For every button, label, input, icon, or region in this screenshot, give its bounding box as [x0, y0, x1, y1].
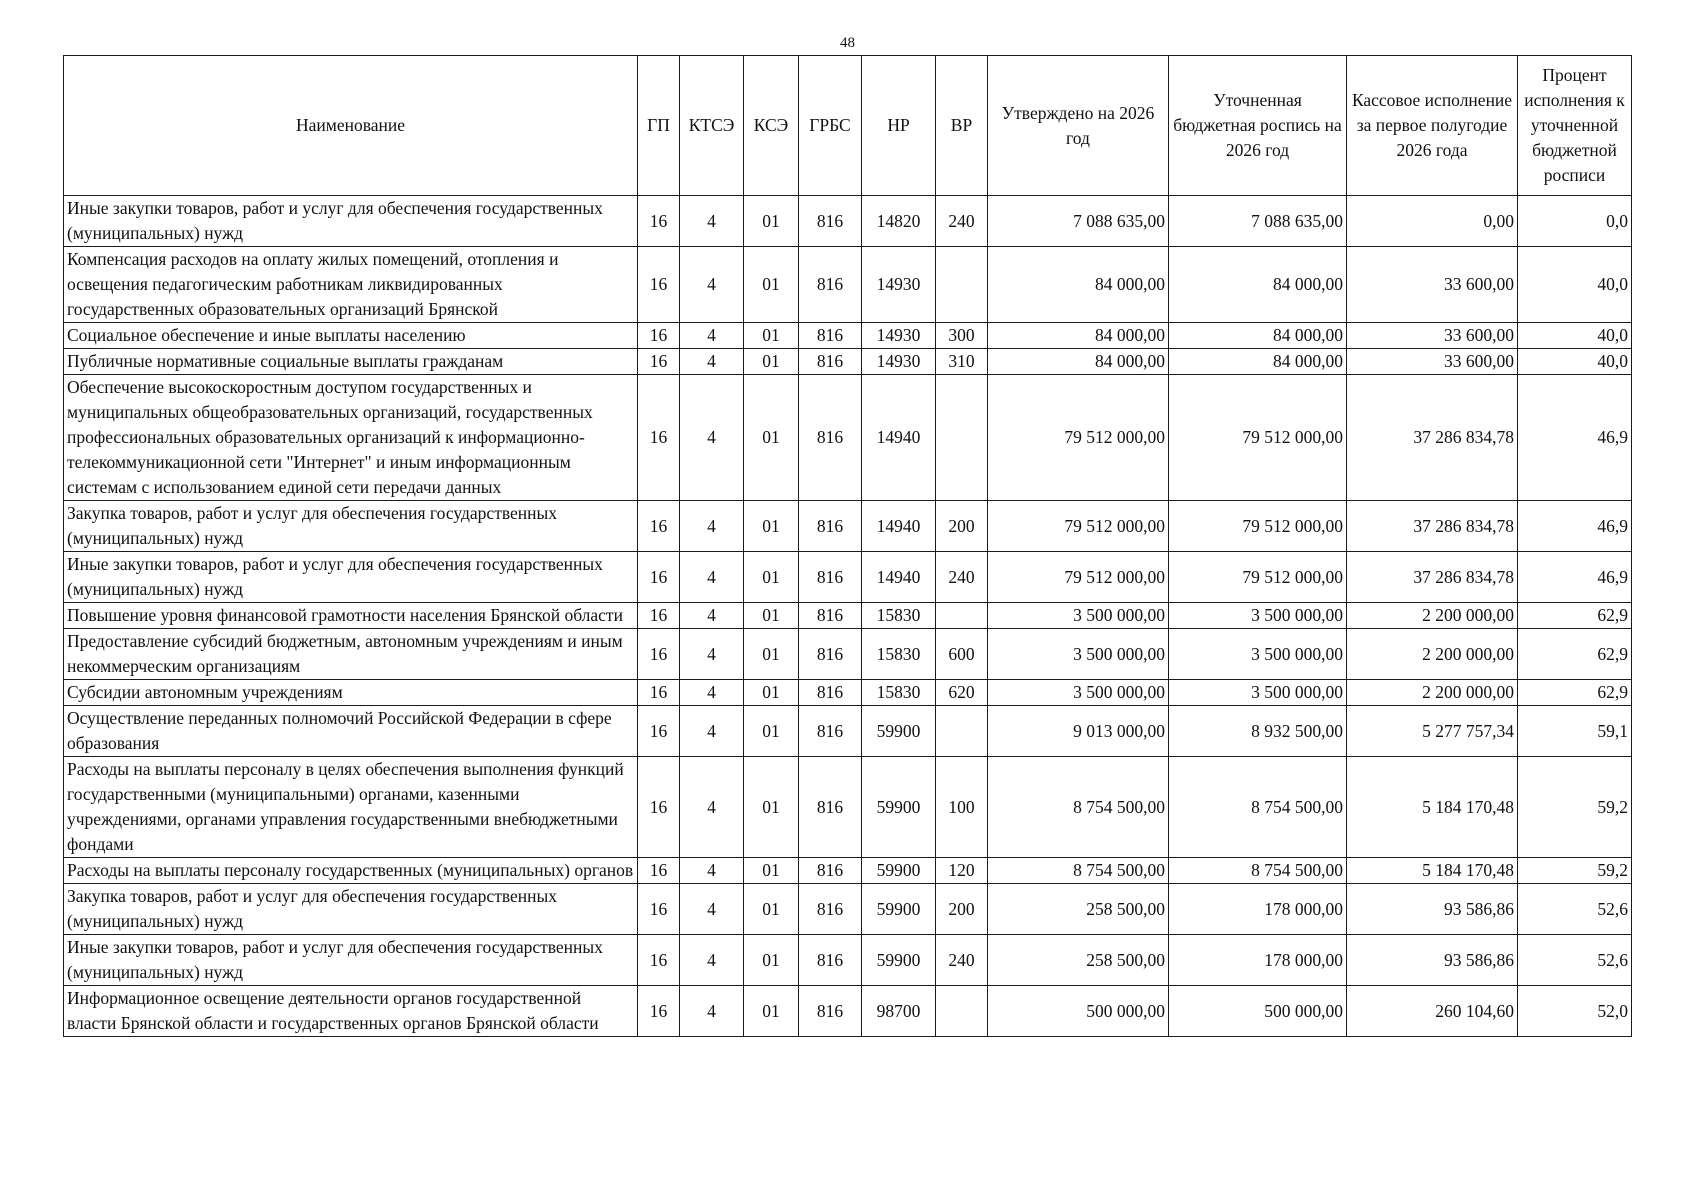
cell-nr: 14940	[862, 552, 936, 603]
cell-refined: 8 754 500,00	[1169, 858, 1347, 884]
cell-grbs: 816	[799, 629, 862, 680]
cell-ktse: 4	[680, 501, 744, 552]
cell-gp: 16	[638, 680, 680, 706]
cell-vr: 620	[936, 680, 988, 706]
table-row	[64, 375, 1632, 501]
table-row	[64, 884, 1632, 935]
header-ktse: КТСЭ	[680, 56, 744, 196]
cell-name: Осуществление переданных полномочий Российской Федерации в сфере образования	[64, 706, 638, 757]
header-kse: КСЭ	[744, 56, 799, 196]
cell-gp: 16	[638, 247, 680, 323]
cell-grbs: 816	[799, 603, 862, 629]
cell-ktse: 4	[680, 757, 744, 858]
cell-refined: 79 512 000,00	[1169, 375, 1347, 501]
cell-name: Расходы на выплаты персоналу государственных (муниципальных) органов	[64, 858, 638, 884]
cell-percent: 59,2	[1518, 858, 1632, 884]
header-gp: ГП	[638, 56, 680, 196]
cell-nr: 15830	[862, 680, 936, 706]
cell-nr: 98700	[862, 986, 936, 1037]
cell-nr: 59900	[862, 884, 936, 935]
cell-name: Расходы на выплаты персоналу в целях обеспечения выполнения функций государственными (муниципальными) органами, казенными учреждениями, органами управления государственными внебюджетными фондами	[64, 757, 638, 858]
cell-gp: 16	[638, 323, 680, 349]
cell-cash: 5 277 757,34	[1347, 706, 1518, 757]
cell-kse: 01	[744, 323, 799, 349]
cell-percent: 40,0	[1518, 247, 1632, 323]
cell-name: Повышение уровня финансовой грамотности населения Брянской области	[64, 603, 638, 629]
cell-percent: 46,9	[1518, 375, 1632, 501]
cell-percent: 62,9	[1518, 680, 1632, 706]
cell-cash: 2 200 000,00	[1347, 629, 1518, 680]
cell-name: Закупка товаров, работ и услуг для обеспечения государственных (муниципальных) нужд	[64, 884, 638, 935]
cell-refined: 79 512 000,00	[1169, 552, 1347, 603]
table-row	[64, 757, 1632, 858]
cell-vr	[936, 603, 988, 629]
cell-name: Публичные нормативные социальные выплаты гражданам	[64, 349, 638, 375]
cell-vr	[936, 247, 988, 323]
cell-ktse: 4	[680, 196, 744, 247]
cell-grbs: 816	[799, 552, 862, 603]
header-nr: НР	[862, 56, 936, 196]
cell-grbs: 816	[799, 986, 862, 1037]
table-row	[64, 501, 1632, 552]
cell-grbs: 816	[799, 706, 862, 757]
table-row	[64, 629, 1632, 680]
cell-approved: 258 500,00	[988, 935, 1169, 986]
cell-ktse: 4	[680, 858, 744, 884]
table-body	[64, 196, 1632, 1037]
cell-ktse: 4	[680, 884, 744, 935]
cell-gp: 16	[638, 986, 680, 1037]
cell-gp: 16	[638, 884, 680, 935]
cell-vr: 240	[936, 552, 988, 603]
cell-approved: 9 013 000,00	[988, 706, 1169, 757]
cell-gp: 16	[638, 603, 680, 629]
header-name: Наименование	[64, 56, 638, 196]
cell-refined: 3 500 000,00	[1169, 680, 1347, 706]
cell-cash: 5 184 170,48	[1347, 757, 1518, 858]
cell-gp: 16	[638, 375, 680, 501]
cell-name: Предоставление субсидий бюджетным, автономным учреждениям и иным некоммерческим организациям	[64, 629, 638, 680]
cell-percent: 62,9	[1518, 603, 1632, 629]
cell-approved: 79 512 000,00	[988, 375, 1169, 501]
cell-gp: 16	[638, 935, 680, 986]
cell-refined: 84 000,00	[1169, 323, 1347, 349]
cell-nr: 59900	[862, 935, 936, 986]
cell-cash: 33 600,00	[1347, 247, 1518, 323]
cell-kse: 01	[744, 629, 799, 680]
cell-approved: 500 000,00	[988, 986, 1169, 1037]
cell-kse: 01	[744, 247, 799, 323]
cell-percent: 52,6	[1518, 935, 1632, 986]
cell-approved: 3 500 000,00	[988, 629, 1169, 680]
cell-vr: 200	[936, 501, 988, 552]
cell-cash: 5 184 170,48	[1347, 858, 1518, 884]
cell-nr: 59900	[862, 706, 936, 757]
cell-nr: 14930	[862, 247, 936, 323]
cell-vr	[936, 986, 988, 1037]
cell-kse: 01	[744, 757, 799, 858]
cell-kse: 01	[744, 603, 799, 629]
cell-grbs: 816	[799, 680, 862, 706]
header-vr: ВР	[936, 56, 988, 196]
cell-grbs: 816	[799, 935, 862, 986]
budget-execution-table	[63, 55, 1632, 1037]
header-percent: Процент исполнения к уточненной бюджетной росписи	[1518, 56, 1632, 196]
cell-vr	[936, 706, 988, 757]
cell-name: Иные закупки товаров, работ и услуг для обеспечения государственных (муниципальных) нужд	[64, 552, 638, 603]
cell-ktse: 4	[680, 375, 744, 501]
cell-approved: 79 512 000,00	[988, 552, 1169, 603]
cell-nr: 15830	[862, 629, 936, 680]
table-row	[64, 603, 1632, 629]
cell-gp: 16	[638, 552, 680, 603]
cell-vr: 240	[936, 935, 988, 986]
cell-grbs: 816	[799, 375, 862, 501]
cell-grbs: 816	[799, 247, 862, 323]
cell-refined: 84 000,00	[1169, 349, 1347, 375]
table-row	[64, 706, 1632, 757]
cell-grbs: 816	[799, 858, 862, 884]
cell-vr	[936, 375, 988, 501]
table-row	[64, 247, 1632, 323]
header-grbs: ГРБС	[799, 56, 862, 196]
cell-name: Социальное обеспечение и иные выплаты населению	[64, 323, 638, 349]
cell-cash: 33 600,00	[1347, 323, 1518, 349]
cell-nr: 14930	[862, 323, 936, 349]
cell-grbs: 816	[799, 323, 862, 349]
cell-approved: 8 754 500,00	[988, 757, 1169, 858]
cell-ktse: 4	[680, 349, 744, 375]
cell-ktse: 4	[680, 603, 744, 629]
table-row	[64, 323, 1632, 349]
cell-refined: 178 000,00	[1169, 935, 1347, 986]
cell-grbs: 816	[799, 349, 862, 375]
cell-approved: 7 088 635,00	[988, 196, 1169, 247]
table-header-row	[64, 56, 1632, 196]
page-number: 48	[840, 35, 855, 51]
cell-approved: 84 000,00	[988, 349, 1169, 375]
cell-vr: 300	[936, 323, 988, 349]
cell-ktse: 4	[680, 629, 744, 680]
cell-name: Иные закупки товаров, работ и услуг для обеспечения государственных (муниципальных) нужд	[64, 196, 638, 247]
cell-name: Информационное освещение деятельности органов государственной власти Брянской области и государственных органов Брянской области	[64, 986, 638, 1037]
cell-ktse: 4	[680, 680, 744, 706]
cell-gp: 16	[638, 196, 680, 247]
cell-percent: 46,9	[1518, 552, 1632, 603]
cell-vr: 600	[936, 629, 988, 680]
cell-vr: 240	[936, 196, 988, 247]
cell-cash: 260 104,60	[1347, 986, 1518, 1037]
cell-nr: 14930	[862, 349, 936, 375]
cell-grbs: 816	[799, 884, 862, 935]
cell-kse: 01	[744, 349, 799, 375]
cell-gp: 16	[638, 858, 680, 884]
cell-ktse: 4	[680, 323, 744, 349]
cell-name: Иные закупки товаров, работ и услуг для обеспечения государственных (муниципальных) нужд	[64, 935, 638, 986]
cell-percent: 59,2	[1518, 757, 1632, 858]
cell-ktse: 4	[680, 935, 744, 986]
cell-approved: 84 000,00	[988, 247, 1169, 323]
cell-percent: 52,6	[1518, 884, 1632, 935]
cell-grbs: 816	[799, 757, 862, 858]
cell-refined: 3 500 000,00	[1169, 629, 1347, 680]
cell-percent: 46,9	[1518, 501, 1632, 552]
cell-approved: 8 754 500,00	[988, 858, 1169, 884]
cell-approved: 3 500 000,00	[988, 680, 1169, 706]
cell-name: Компенсация расходов на оплату жилых помещений, отопления и освещения педагогическим работникам ликвидированных государственных образовательных организаций Брянской	[64, 247, 638, 323]
cell-refined: 8 932 500,00	[1169, 706, 1347, 757]
cell-grbs: 816	[799, 196, 862, 247]
cell-cash: 37 286 834,78	[1347, 375, 1518, 501]
cell-kse: 01	[744, 680, 799, 706]
cell-refined: 84 000,00	[1169, 247, 1347, 323]
cell-ktse: 4	[680, 247, 744, 323]
cell-refined: 500 000,00	[1169, 986, 1347, 1037]
cell-kse: 01	[744, 552, 799, 603]
cell-gp: 16	[638, 349, 680, 375]
cell-name: Обеспечение высокоскоростным доступом государственных и муниципальных общеобразовательных организаций, государственных профессиональных образовательных организаций к информационно-телекоммуникационной сети "Интернет" и иным информационным системам с использованием единой сети передачи данных	[64, 375, 638, 501]
cell-kse: 01	[744, 858, 799, 884]
cell-percent: 0,0	[1518, 196, 1632, 247]
cell-gp: 16	[638, 706, 680, 757]
table-row	[64, 349, 1632, 375]
cell-refined: 178 000,00	[1169, 884, 1347, 935]
cell-kse: 01	[744, 706, 799, 757]
header-cash: Кассовое исполнение за первое полугодие 2026 года	[1347, 56, 1518, 196]
cell-nr: 14940	[862, 501, 936, 552]
cell-percent: 52,0	[1518, 986, 1632, 1037]
cell-cash: 37 286 834,78	[1347, 552, 1518, 603]
cell-gp: 16	[638, 629, 680, 680]
cell-vr: 200	[936, 884, 988, 935]
cell-kse: 01	[744, 935, 799, 986]
cell-percent: 59,1	[1518, 706, 1632, 757]
header-approved: Утверждено на 2026 год	[988, 56, 1169, 196]
cell-refined: 8 754 500,00	[1169, 757, 1347, 858]
cell-cash: 2 200 000,00	[1347, 680, 1518, 706]
cell-approved: 79 512 000,00	[988, 501, 1169, 552]
cell-kse: 01	[744, 501, 799, 552]
table-row	[64, 680, 1632, 706]
cell-nr: 59900	[862, 757, 936, 858]
table-row	[64, 935, 1632, 986]
table-row	[64, 986, 1632, 1037]
cell-cash: 93 586,86	[1347, 884, 1518, 935]
cell-cash: 33 600,00	[1347, 349, 1518, 375]
cell-ktse: 4	[680, 986, 744, 1037]
cell-kse: 01	[744, 375, 799, 501]
cell-ktse: 4	[680, 552, 744, 603]
cell-gp: 16	[638, 757, 680, 858]
cell-cash: 0,00	[1347, 196, 1518, 247]
cell-approved: 84 000,00	[988, 323, 1169, 349]
cell-refined: 7 088 635,00	[1169, 196, 1347, 247]
cell-cash: 37 286 834,78	[1347, 501, 1518, 552]
cell-refined: 79 512 000,00	[1169, 501, 1347, 552]
cell-refined: 3 500 000,00	[1169, 603, 1347, 629]
cell-kse: 01	[744, 986, 799, 1037]
cell-name: Закупка товаров, работ и услуг для обеспечения государственных (муниципальных) нужд	[64, 501, 638, 552]
cell-percent: 62,9	[1518, 629, 1632, 680]
cell-approved: 258 500,00	[988, 884, 1169, 935]
cell-ktse: 4	[680, 706, 744, 757]
cell-vr: 310	[936, 349, 988, 375]
cell-vr: 120	[936, 858, 988, 884]
cell-gp: 16	[638, 501, 680, 552]
cell-cash: 2 200 000,00	[1347, 603, 1518, 629]
header-refined: Уточненная бюджетная роспись на 2026 год	[1169, 56, 1347, 196]
cell-percent: 40,0	[1518, 323, 1632, 349]
cell-nr: 15830	[862, 603, 936, 629]
cell-cash: 93 586,86	[1347, 935, 1518, 986]
cell-percent: 40,0	[1518, 349, 1632, 375]
cell-name: Субсидии автономным учреждениям	[64, 680, 638, 706]
table-row	[64, 196, 1632, 247]
cell-kse: 01	[744, 884, 799, 935]
cell-nr: 14940	[862, 375, 936, 501]
cell-kse: 01	[744, 196, 799, 247]
cell-vr: 100	[936, 757, 988, 858]
table-row	[64, 552, 1632, 603]
table-row	[64, 858, 1632, 884]
cell-approved: 3 500 000,00	[988, 603, 1169, 629]
cell-grbs: 816	[799, 501, 862, 552]
cell-nr: 59900	[862, 858, 936, 884]
cell-nr: 14820	[862, 196, 936, 247]
